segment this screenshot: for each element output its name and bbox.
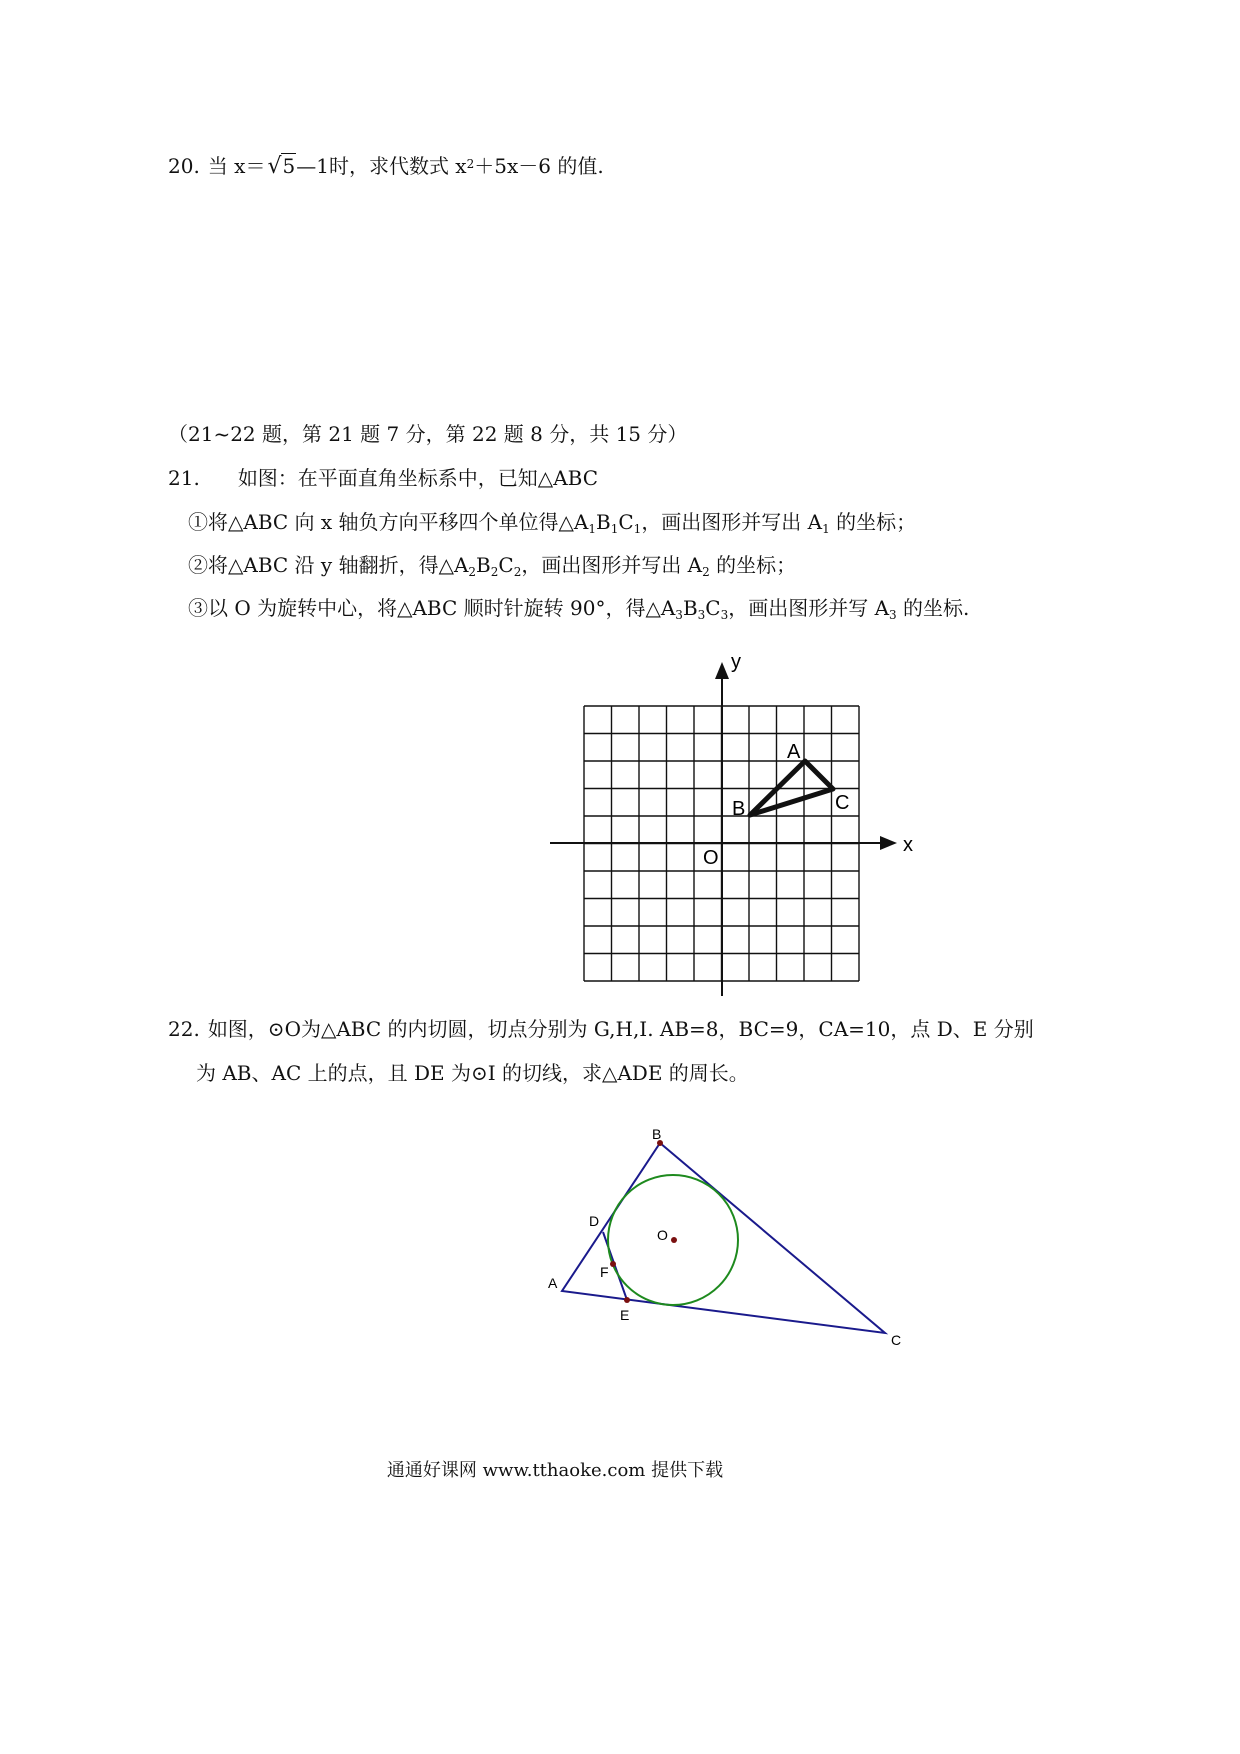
item-text: B (476, 553, 491, 577)
section-note: （21~22 题，第 21 题 7 分，第 22 题 8 分，共 15 分） (168, 422, 688, 446)
point-e (624, 1297, 630, 1303)
point-f (610, 1261, 616, 1267)
subscript: 2 (468, 565, 477, 579)
point-label-e: E (620, 1307, 630, 1323)
item-text: ①将△ABC 向 x 轴负方向平移四个单位得△A (188, 510, 589, 534)
point-label-f: F (600, 1264, 609, 1280)
subscript: 3 (889, 608, 897, 622)
q22-line-2: 为 AB、AC 上的点，且 DE 为⊙I 的切线，求△ADE 的周长。 (196, 1061, 749, 1085)
question-20 (168, 154, 604, 179)
item-text: ，画出图形并写出 A (641, 510, 823, 534)
q20-pre: 当 x＝ (207, 154, 266, 178)
q20-tail: ＋5x－6 的值. (474, 154, 604, 178)
incircle-figure (540, 1120, 920, 1360)
radicand: 5 (282, 154, 296, 178)
vertex-label-c: C (891, 1332, 902, 1348)
q20-post: —1时，求代数式 x (296, 154, 467, 178)
q22-line-1: 如图，⊙O为△ABC 的内切圆，切点分别为 G,H,I. AB=8，BC=9，CA=10，点 D、E 分别 (207, 1017, 1034, 1041)
question-21-stem (168, 466, 598, 490)
sqrt-expression (265, 154, 296, 179)
item-text: B (682, 596, 698, 620)
item-text: ②将△ABC 沿 y 轴翻折，得△A (188, 553, 469, 577)
subscript: 1 (610, 522, 619, 536)
subscript: 1 (633, 522, 642, 536)
y-axis-arrow-icon (715, 662, 729, 679)
subscript: 1 (588, 522, 597, 536)
footer: 通通好课网 www.tthaoke.com 提供下载 (386, 1460, 724, 1481)
x-axis-arrow-icon (880, 836, 897, 850)
item-text: 的坐标； (709, 553, 797, 577)
x-axis-label: x (903, 834, 913, 856)
subscript: 3 (675, 608, 683, 622)
origin-label: O (703, 847, 719, 869)
item-text: 的坐标； (829, 510, 917, 534)
item-text: 的坐标. (896, 596, 970, 620)
question-number: 20. (168, 154, 200, 178)
subscript: 2 (513, 565, 522, 579)
vertex-label-a: A (787, 741, 801, 763)
vertex-label-c: C (835, 792, 850, 814)
item-text: C (498, 553, 514, 577)
item-text: ③以 O 为旋转中心，将△ABC 顺时针旋转 90°，得△A (188, 596, 676, 620)
q21-stem-text: 如图：在平面直角坐标系中，已知△ABC (237, 466, 599, 490)
item-text: C (618, 510, 634, 534)
coordinate-grid-figure (540, 640, 940, 1010)
center-label-o: O (657, 1227, 668, 1243)
item-text: ，画出图形并写 A (728, 596, 890, 620)
item-text: B (596, 510, 611, 534)
question-number: 22. (168, 1017, 200, 1041)
item-text: ，画出图形并写出 A (521, 553, 703, 577)
subscript: 2 (490, 565, 499, 579)
triangle-abc (562, 1143, 885, 1333)
q21-item-1 (188, 510, 916, 537)
y-axis-label: y (731, 651, 741, 673)
point-label-d: D (589, 1213, 600, 1229)
question-22 (168, 1017, 1034, 1041)
subscript: 3 (720, 608, 729, 622)
item-text: C (705, 596, 721, 620)
vertex-label-a: A (548, 1275, 558, 1291)
q21-item-3 (188, 596, 969, 623)
vertex-label-b: B (732, 798, 746, 820)
q21-item-2 (188, 553, 796, 580)
radical-sign: √ (267, 154, 282, 179)
subscript: 2 (702, 565, 710, 579)
subscript: 3 (697, 608, 706, 622)
question-number: 21. (168, 466, 200, 490)
vertex-label-b: B (652, 1126, 662, 1142)
subscript: 1 (822, 522, 830, 536)
point-o (671, 1237, 677, 1243)
exponent: 2 (466, 157, 475, 171)
